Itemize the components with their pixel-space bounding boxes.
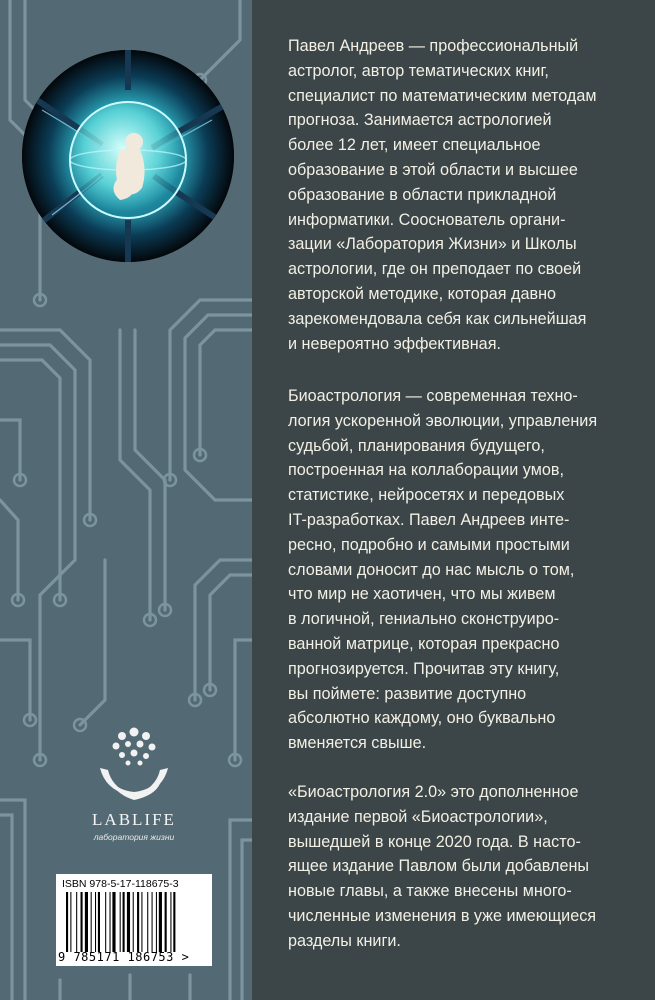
edition-line: численные изменения в уже имеющиеся [288, 906, 597, 925]
description-line: абсолютно каждому, оно буквально [288, 709, 556, 728]
bio-line: более 12 лет, имеет специальное [288, 136, 541, 155]
description-line: что мир не хаотичен, что мы живем [288, 585, 556, 604]
description-line: судьбой, планирования будущего, [288, 436, 545, 455]
barcode-sticker [56, 874, 212, 966]
publisher-name: LABLIFE [92, 810, 176, 829]
bio-line: зарекомендовала себя как сильнейшая [288, 309, 587, 328]
book-description [288, 384, 628, 756]
description-line: ванной матрице, которая прекрасно [288, 634, 560, 653]
description-line: IT-разработках. Павел Андреев инте- [288, 510, 570, 529]
bio-line: образование в этой области и высшее [288, 160, 578, 179]
description-line: ресно, подробно и самыми простыми [288, 535, 570, 554]
publisher-subtitle: лаборатория жизни [93, 832, 175, 842]
edition-line: «Биоастрология 2.0» это дополненное [288, 783, 579, 801]
barcode-bars [66, 892, 206, 952]
author-bio [288, 34, 628, 356]
description-line: построенная на коллаборации умов, [288, 461, 564, 480]
bio-line: прогноза. Занимается астрологией [288, 111, 552, 130]
description-line: в логичной, гениально сконструиро- [288, 610, 560, 629]
edition-line: издание первой «Биоастрологии», [288, 807, 548, 826]
hands-tree-icon [92, 722, 176, 806]
bio-line: астрологии, где он преподает по своей [288, 260, 582, 279]
bio-line: астролог, автор тематических книг, [288, 61, 549, 80]
bio-line: образование в области прикладной [288, 185, 557, 204]
publisher-logo [74, 722, 194, 852]
barcode-digits: 9 785171 186753 > [58, 950, 190, 964]
bio-line: авторской методике, которая давно [288, 284, 557, 303]
edition-line: вышедшей в конце 2020 года. В насто- [288, 832, 581, 851]
description-line: логия ускоренной эволюции, управления [288, 411, 598, 430]
bio-line: информатики. Сооснователь органи- [288, 210, 566, 229]
edition-note [288, 780, 628, 954]
description-line: Биоастрология — современная техно- [288, 387, 578, 405]
isbn-number: ISBN 978-5-17-118675-3 [62, 878, 179, 890]
bio-line: Павел Андреев — профессиональный [288, 37, 579, 55]
description-line: прогнозируется. Прочитав эту книгу, [288, 659, 560, 678]
cover-illustration [22, 50, 234, 262]
edition-line: разделы книги. [288, 931, 401, 950]
description-line: вы поймете: развитие доступно [288, 684, 527, 703]
bio-line: и невероятно эффективная. [288, 334, 501, 353]
description-line: вменяется свыше. [288, 734, 427, 753]
bio-line: специалист по математическим методам [288, 86, 597, 105]
description-line: статистике, нейросетях и передовых [288, 486, 565, 505]
edition-line: новые главы, а также внесены много- [288, 882, 572, 901]
edition-line: ящее издание Павлом были добавлены [288, 857, 590, 876]
bio-line: зации «Лаборатория Жизни» и Школы [288, 235, 577, 254]
description-line: словами доносит до нас мысль о том, [288, 560, 575, 579]
